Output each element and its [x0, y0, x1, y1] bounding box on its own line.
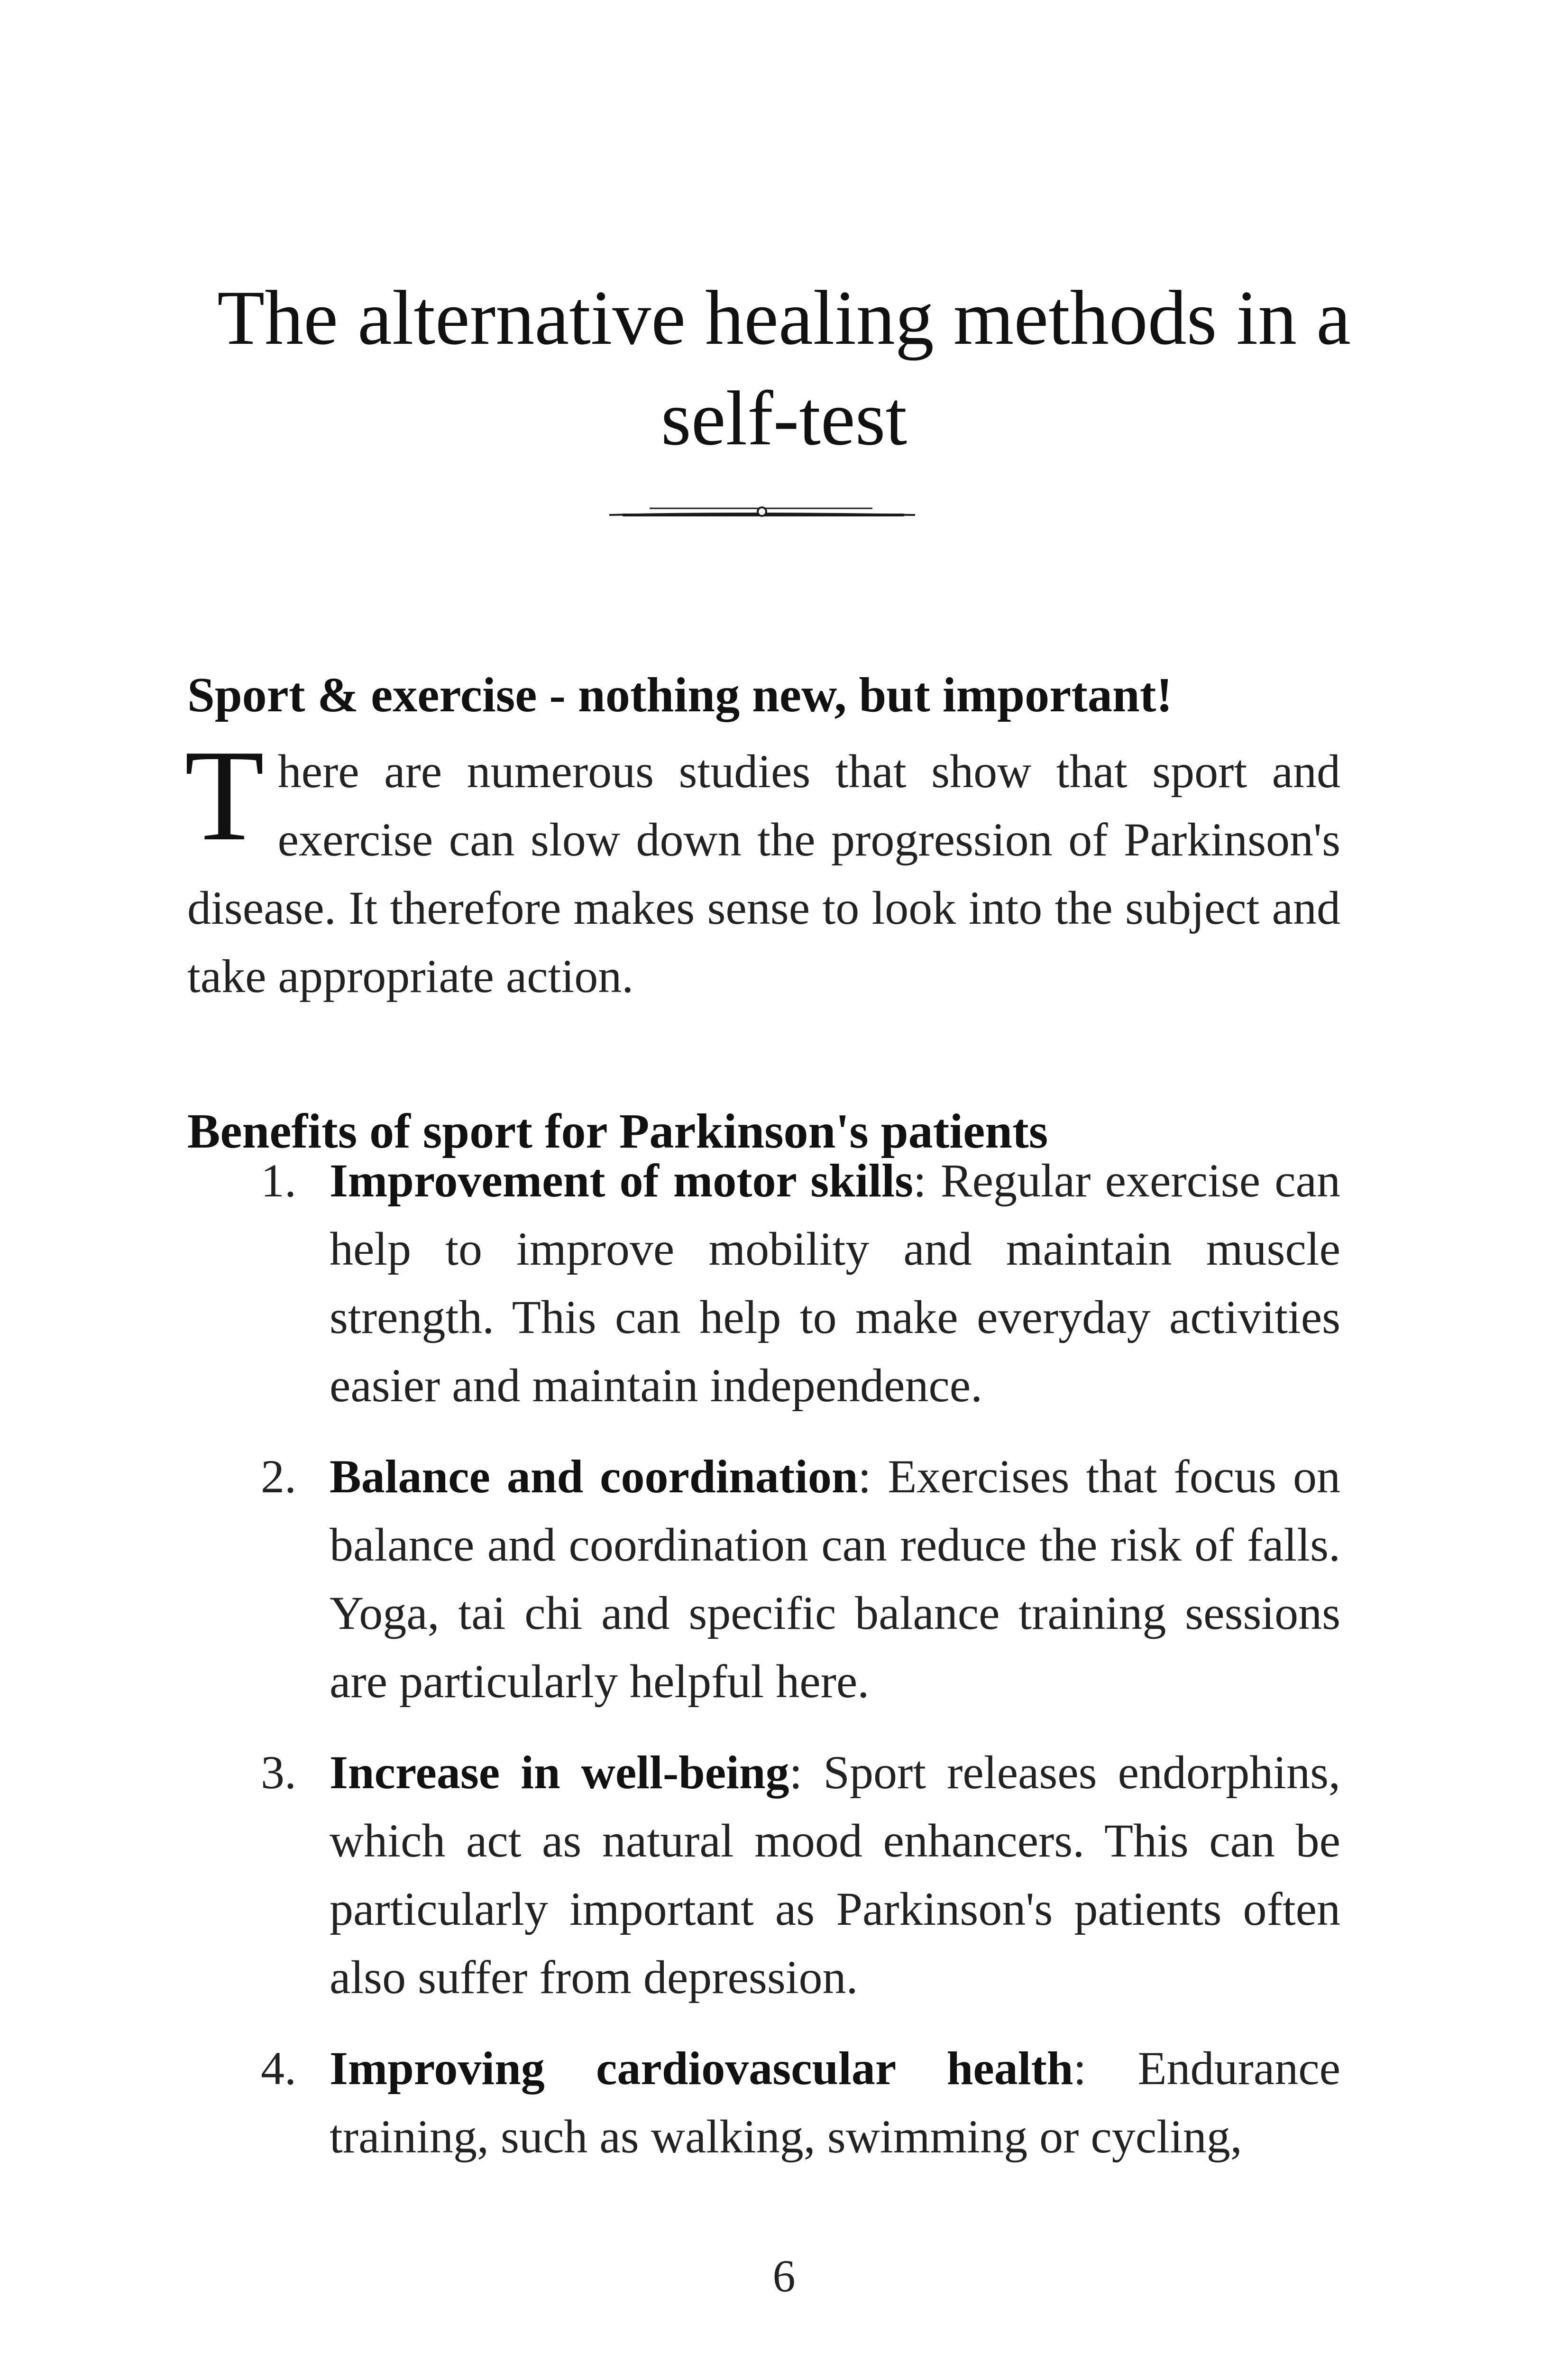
title-divider-ornament: [605, 496, 922, 524]
list-item: [187, 1443, 1340, 1716]
section-heading-sport: Sport & exercise - nothing new, but important!: [187, 668, 1173, 723]
section-heading-benefits: Benefits of sport for Parkinson's patients: [187, 1104, 1048, 1159]
list-item-number: 4.: [261, 2042, 296, 2095]
list-item-text: : Sport releases endorphins, which act as natural mood enhancers. This can be particularly important as Parkinson's patients often also suffer from depression.: [330, 1746, 1341, 2003]
list-item-text: : Endurance training, such as walking, swimming or cycling,: [330, 2042, 1340, 2163]
list-item-number: 2.: [261, 1450, 296, 1503]
drop-cap: T: [184, 723, 265, 868]
chapter-title: [142, 268, 1426, 469]
list-item-number: 3.: [261, 1746, 296, 1799]
list-item-term: Improving cardiovascular health: [330, 2042, 1073, 2095]
page-number: 6: [772, 2251, 796, 2301]
benefits-list: [187, 1147, 1340, 2194]
list-item: [187, 2034, 1340, 2171]
list-item-text: : Regular exercise can help to improve mobility and maintain muscle strength. This can help to make everyday activities easier and maintain independence.: [330, 1154, 1340, 1412]
list-item: [187, 1147, 1340, 1420]
list-item-term: Improvement of motor skills: [330, 1154, 914, 1207]
intro-text: here are numerous studies that show that sport and exercise can slow down the progression of Parkinson's disease. It therefore makes sense to look into the subject and take appropriate action.: [187, 745, 1340, 1002]
chapter-title-line-1: The alternative healing methods in a: [217, 275, 1351, 361]
list-item-number: 1.: [261, 1154, 296, 1207]
list-item-term: Balance and coordination: [330, 1450, 858, 1503]
list-item: [187, 1738, 1340, 2012]
intro-paragraph: [184, 723, 1340, 1011]
list-item-term: Increase in well-being: [330, 1746, 789, 1799]
chapter-title-line-2: self-test: [660, 375, 908, 461]
list-item-text: : Exercises that focus on balance and coordination can reduce the risk of falls. Yoga, tai chi and specific balance training sessions are particularly helpful here.: [330, 1450, 1340, 1708]
